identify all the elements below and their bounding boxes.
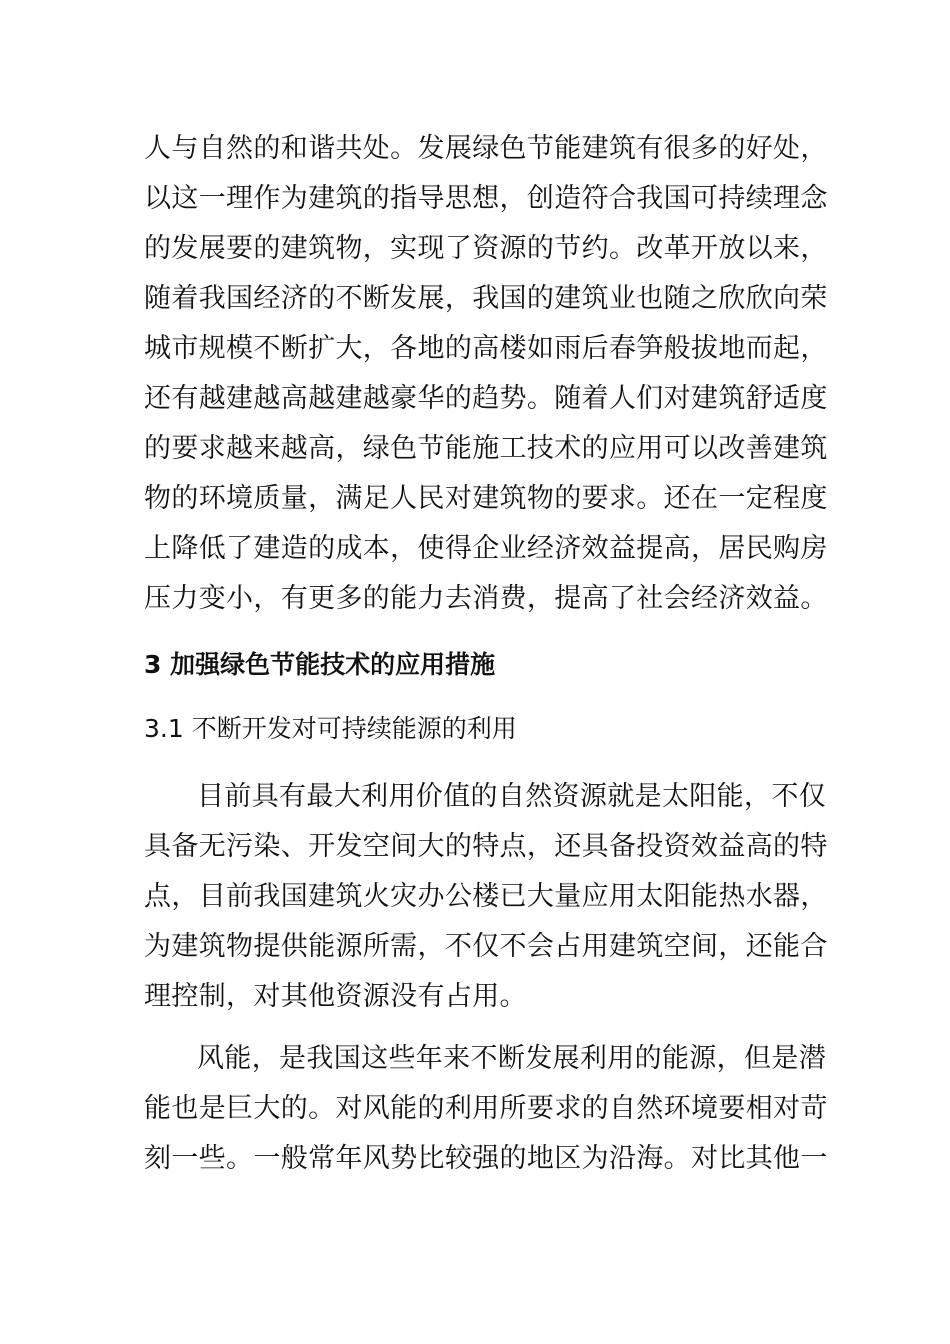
- subsection-heading: 3.1 不断开发对可持续能源的利用: [144, 714, 517, 743]
- paragraph-line: 刻一些。一般常年风势比较强的地区为沿海。对比其他一: [144, 1143, 828, 1174]
- paragraph-line: 人与自然的和谐共处。发展绿色节能建筑有很多的好处，: [144, 133, 828, 164]
- paragraph-line: 具备无污染、开发空间大的特点，还具备投资效益高的特: [144, 831, 828, 862]
- paragraph-line: 为建筑物提供能源所需，不仅不会占用建筑空间，还能合: [144, 931, 828, 962]
- paragraph-line: 还有越建越高越建越豪华的趋势。随着人们对建筑舒适度: [144, 383, 828, 414]
- paragraph-line: 理控制，对其他资源没有占用。: [144, 981, 527, 1012]
- paragraph-line: 能也是巨大的。对风能的利用所要求的自然环境要相对苛: [144, 1093, 828, 1124]
- section-heading: 3 加强绿色节能技术的应用措施: [144, 650, 496, 679]
- paragraph-line: 的发展要的建筑物，实现了资源的节约。改革开放以来，: [144, 233, 828, 264]
- paragraph-line: 点，目前我国建筑火灾办公楼已大量应用太阳能热水器，: [144, 881, 828, 912]
- paragraph-line: 城市规模不断扩大，各地的高楼如雨后春笋般拔地而起，: [144, 333, 828, 364]
- paragraph-continuation: [144, 124, 828, 624]
- paragraph-line: 以这一理作为建筑的指导思想，创造符合我国可持续理念: [144, 183, 828, 214]
- paragraph-line: 的要求越来越高，绿色节能施工技术的应用可以改善建筑: [144, 433, 828, 464]
- paragraph-line: 压力变小，有更多的能力去消费，提高了社会经济效益。: [144, 583, 828, 614]
- paragraph-wind-energy: [144, 1034, 828, 1184]
- paragraph-first-line: 目前具有最大利用价值的自然资源就是太阳能，不仅: [197, 781, 827, 812]
- paragraph-line: 随着我国经济的不断发展，我国的建筑业也随之欣欣向荣: [144, 283, 828, 314]
- paragraph-line: 上降低了建造的成本，使得企业经济效益提高，居民购房: [144, 533, 828, 564]
- paragraph-first-line: 风能，是我国这些年来不断发展利用的能源，但是潜: [197, 1043, 827, 1074]
- paragraph-line: 物的环境质量，满足人民对建筑物的要求。还在一定程度: [144, 483, 828, 514]
- paragraph-solar-energy: [144, 772, 828, 1022]
